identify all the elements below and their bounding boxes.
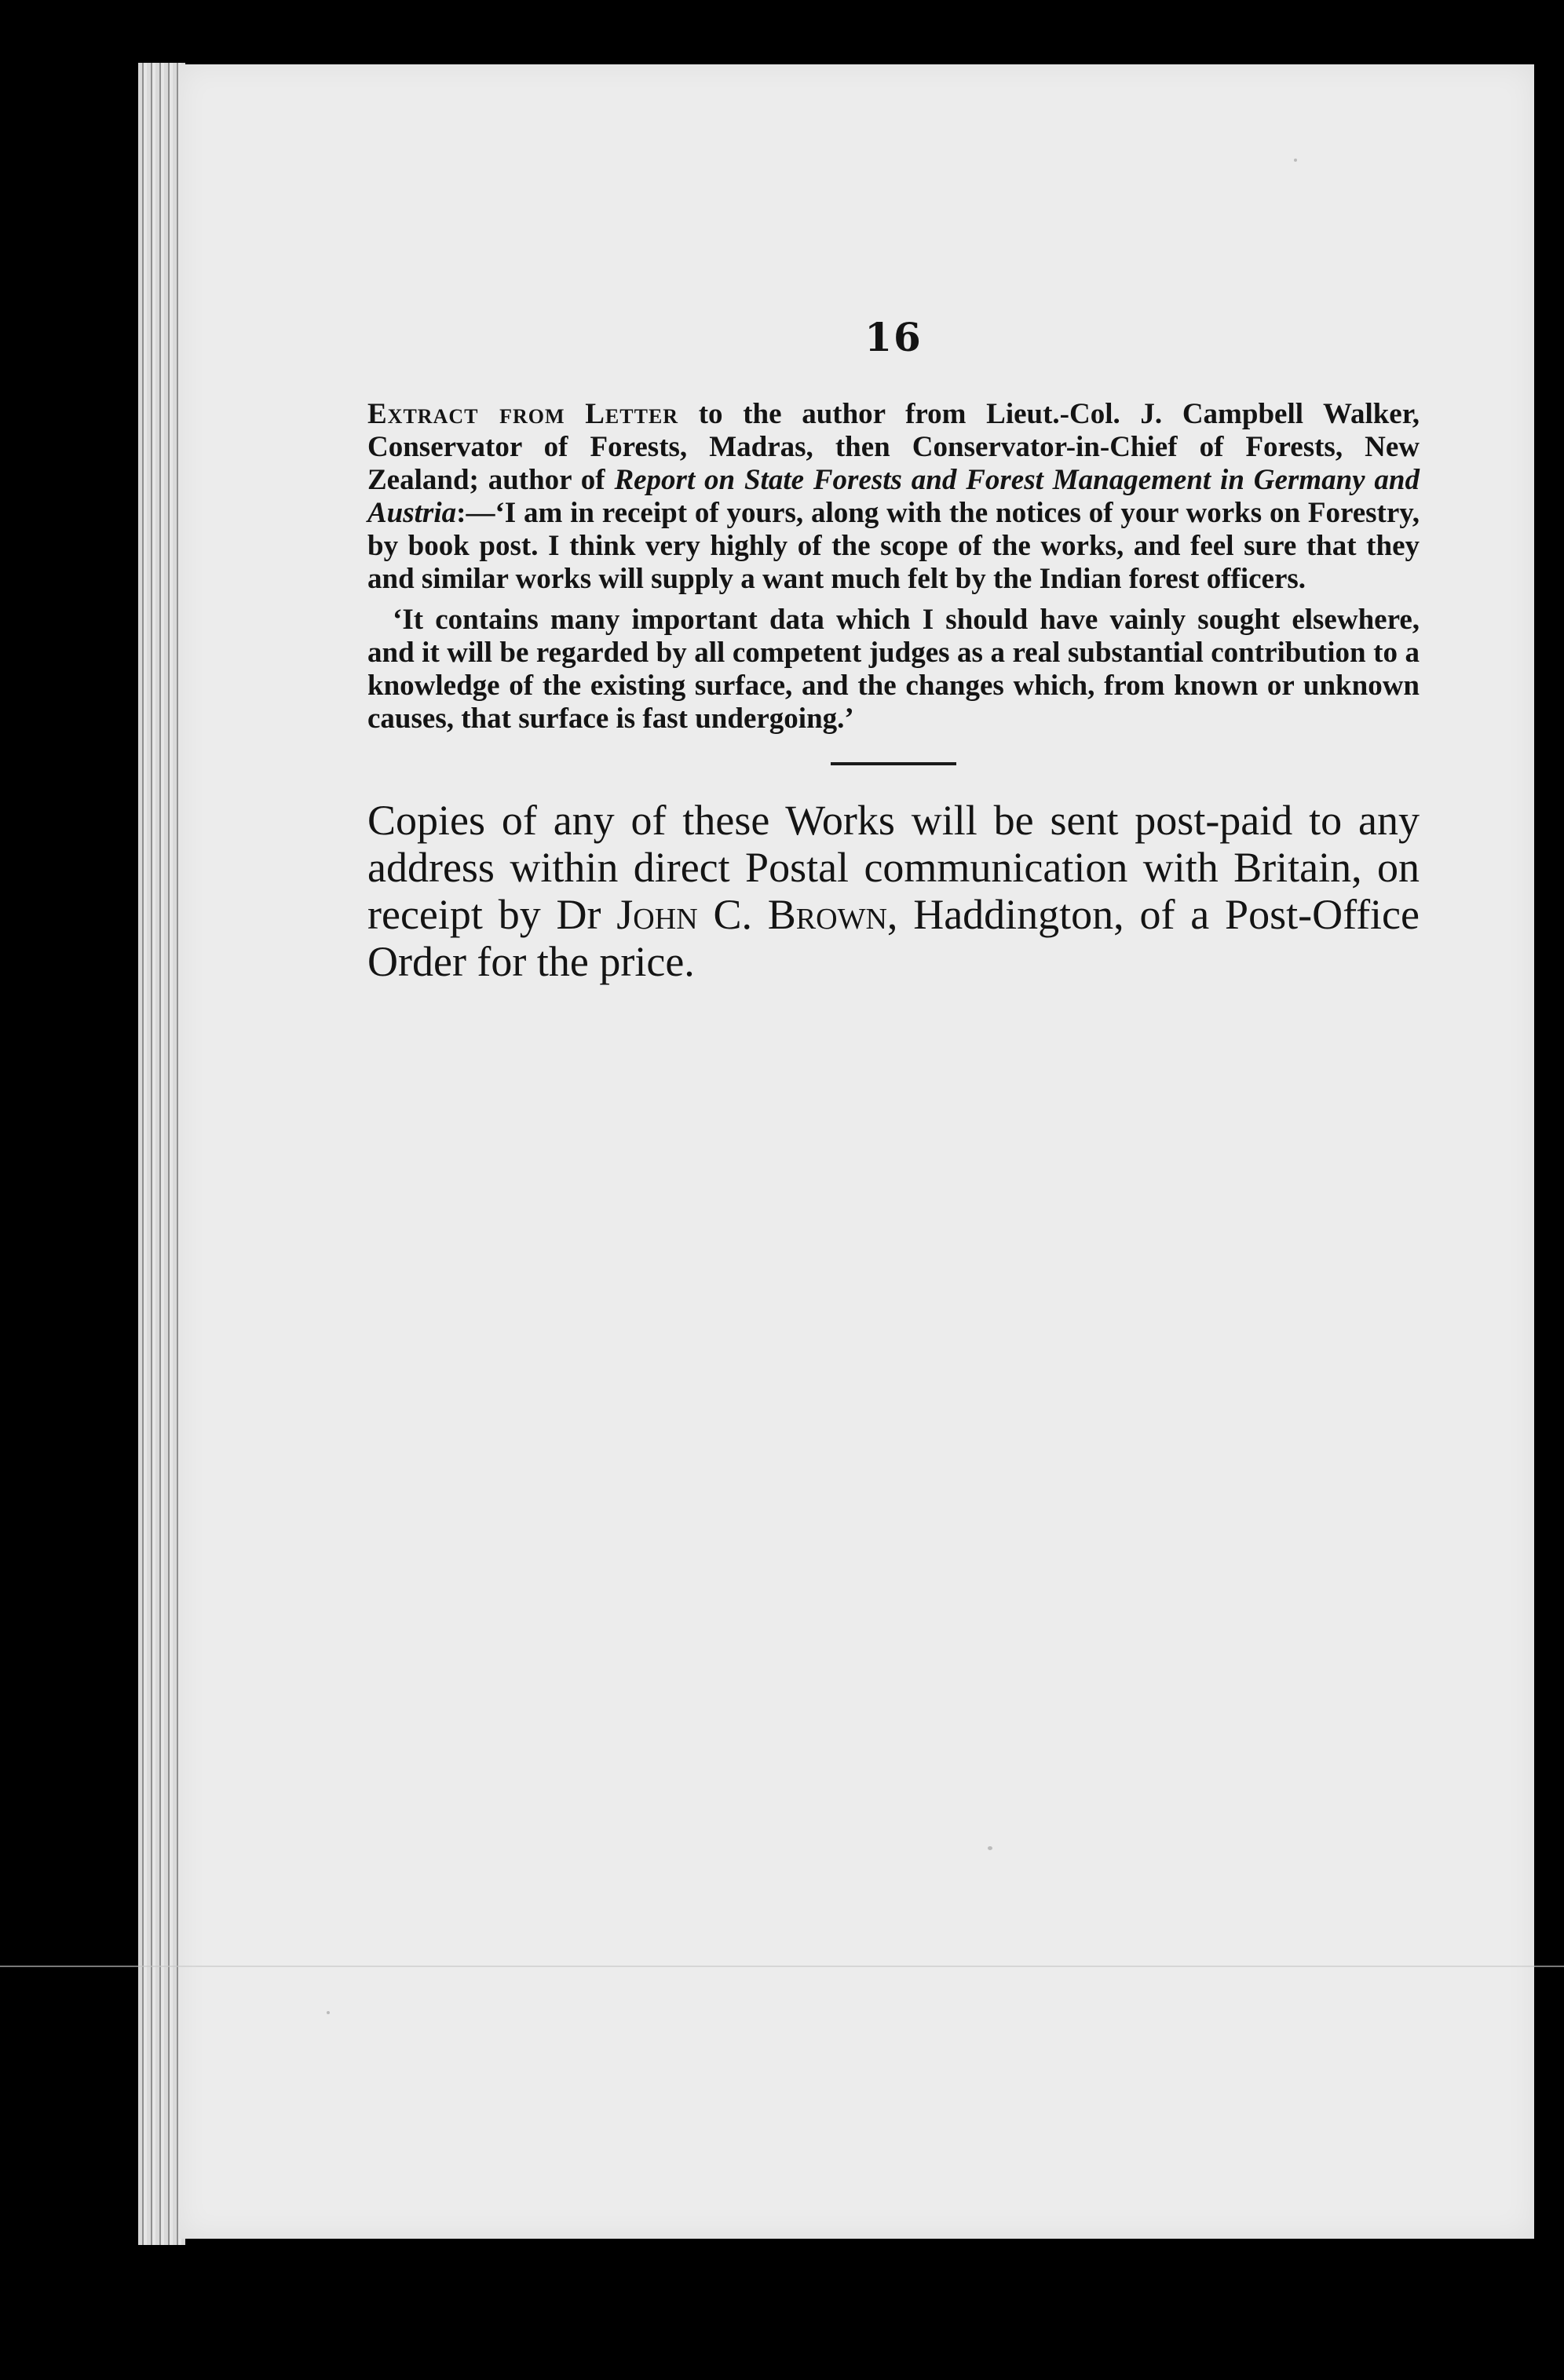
extract-heading: Extract from — [367, 398, 565, 430]
scan-speck — [327, 2011, 330, 2014]
page-content — [367, 314, 1420, 985]
letter-heading: Letter — [585, 398, 679, 430]
section-divider — [831, 762, 956, 765]
extract-body: :—‘I am in receipt of yours, along with the notices of your works on Forestry, by book post. I think very highly of the scope of the works, and feel sure that they and similar works will supply a want much felt by the Indian forest officers. — [367, 497, 1420, 595]
report-title: Report on State Forests and Forest Management in Germany and Austria — [367, 464, 1420, 529]
postage-notice — [367, 797, 1420, 985]
quote-paragraph: ‘It contains many important data which I should have vainly sought elsewhere, and it will be regarded by all competent judges as a real substantial contribution to a knowledge of the existing surface, and the changes which, from known or unknown causes, that surface is fast undergoing.’ — [367, 604, 1420, 735]
page-number: 16 — [864, 314, 923, 360]
notice-text-1: Copies of any of these Works will be sent post-paid to any address within direct Postal communication with Britain, on receipt by Dr — [367, 797, 1420, 938]
scan-line — [0, 1966, 1564, 1967]
scan-speck — [988, 1846, 992, 1850]
extract-intro: to the author from Lieut.-Col. J. Campbell Walker, Conservator of Forests, Madras, then Conservator-in-Chief of Forests, New Zealand; author of — [367, 398, 1420, 496]
scan-speck — [1294, 159, 1297, 162]
book-page-edges — [138, 63, 185, 2245]
notice-text-2: , Haddington, of a Post-Office Order for the price. — [367, 891, 1420, 985]
author-name: John C. Brown — [616, 891, 887, 938]
extract-paragraph — [367, 398, 1420, 596]
